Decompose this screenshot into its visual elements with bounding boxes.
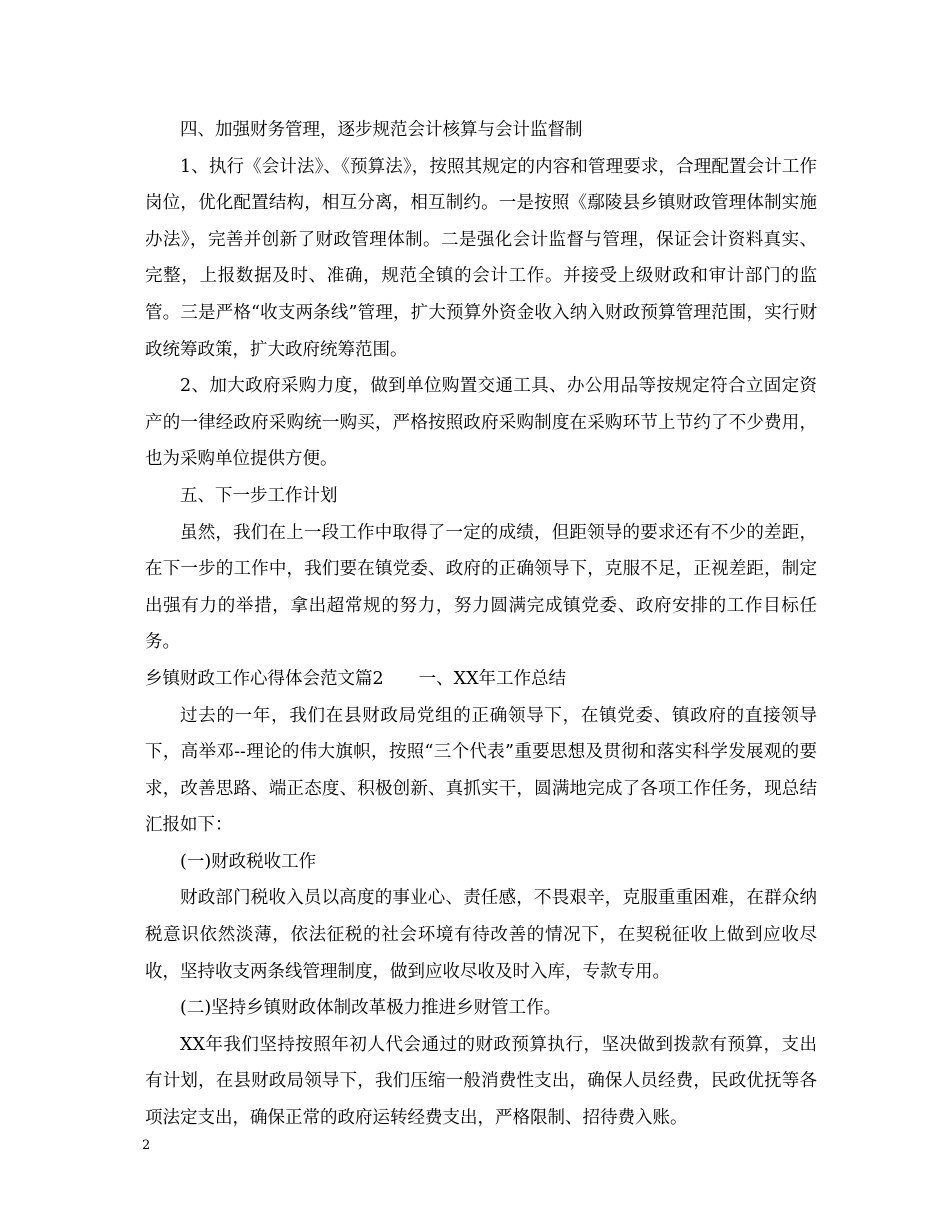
- paragraph-government-procurement: 2、加大政府采购力度，做到单位购置交通工具、办公用品等按规定符合立固定资产的一律经政府采购统一购买，严格按照政府采购制度在采购环节上节约了不少费用，也为采购单位提供方便。: [145, 376, 817, 470]
- paragraph-next-plan: 虽然，我们在上一段工作中取得了一定的成绩，但距领导的要求还有不少的差距，在下一步的工作中，我们要在镇党委、政府的正确领导下，克服不足，正视差距，制定出强有力的举措，拿出超常规的努力，努力圆满完成镇党委、政府安排的工作目标任务。: [145, 522, 817, 653]
- paragraph-accounting-law: 1、执行《会计法》、《预算法》，按照其规定的内容和管理要求，合理配置会计工作岗位，优化配置结构，相互分离，相互制约。一是按照《鄢陵县乡镇财政管理体制实施办法》，完善并创新了财政管理体制。二是强化会计监督与管理，保证会计资料真实、完整，上报数据及时、准确，规范全镇的会计工作。并接受上级财政和审计部门的监管。三是严格“收支两条线”管理，扩大预算外资金收入纳入财政预算管理范围，实行财政统筹政策，扩大政府统筹范围。: [145, 156, 817, 360]
- subheading-fiscal-reform: (二)坚持乡镇财政体制改革极力推进乡财管工作。: [180, 998, 562, 1019]
- page-number: 2: [142, 1138, 151, 1153]
- paragraph-budget-execution: XX年我们坚持按照年初人代会通过的财政预算执行，坚决做到拨款有预算，支出有计划，在县财政局领导下，我们压缩一般消费性支出，确保人员经费，民政优抚等各项法定支出，确保正常的政府运转经费支出，严格限制、招待费入账。: [145, 1034, 817, 1129]
- paragraph-year-summary: 过去的一年，我们在县财政局党组的正确领导下，在镇党委、镇政府的直接领导下，高举邓--理论的伟大旗帜，按照“三个代表”重要思想及贯彻和落实科学发展观的要求，改善思路、端正态度、积极创新、真抓实干，圆满地完成了各项工作任务，现总结汇报如下：: [145, 705, 817, 836]
- document-body: [145, 112, 817, 1137]
- subheading-tax-work: (一)财政税收工作: [180, 851, 317, 872]
- paragraph-tax-collection: 财政部门税收入员以高度的事业心、责任感，不畏艰辛，克服重重困难，在群众纳税意识依然淡薄，依法征税的社会环境有待改善的情况下，在契税征收上做到应收尽收，坚持收支两条线管理制度，做到应收尽收及时入库，专款专用。: [145, 888, 817, 982]
- section-heading-4: 四、加强财务管理，逐步规范会计核算与会计监督制: [180, 120, 583, 140]
- section-heading-5: 五、下一步工作计划: [180, 485, 338, 506]
- article-title-2: 乡镇财政工作心得体会范文篇2 一、XX年工作总结: [145, 668, 567, 689]
